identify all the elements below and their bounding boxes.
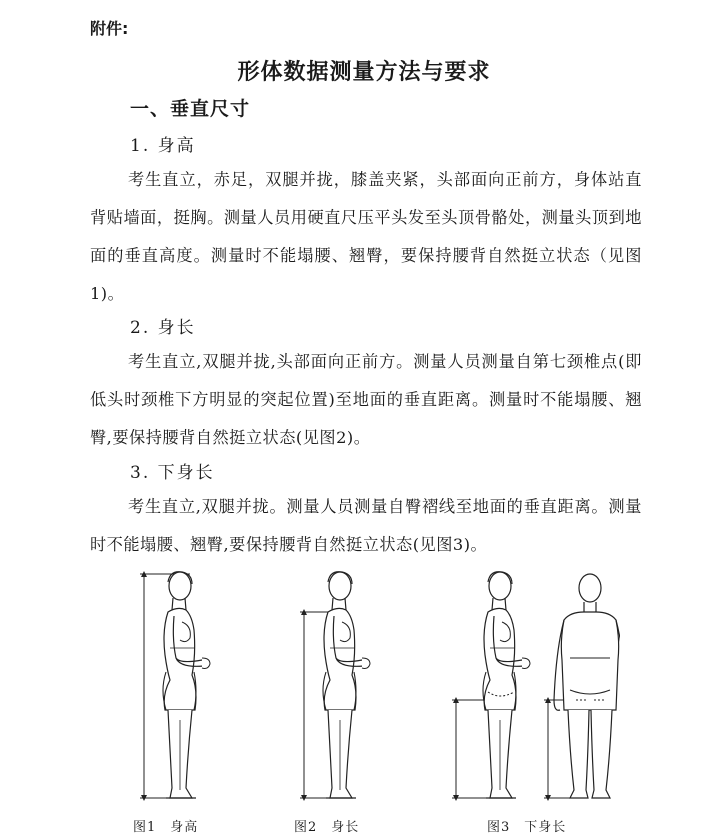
page-title: 形体数据测量方法与要求 xyxy=(237,59,491,85)
item-text-height: 考生直立，赤足，双腿并拢，膝盖夹紧，头部面向正前方，身体站直背贴墙面，挺胸。测量人员用硬直尺压平头发至头顶骨骼处，测量头顶到地面的垂直高度。测量时不能塌腰、翘臀，要保持腰背自然挺立状态（见图1)。 xyxy=(90,170,642,303)
figure-1-height xyxy=(140,572,210,798)
caption-figure-1 xyxy=(133,816,198,835)
caption-figure-1-label: 身高 xyxy=(170,820,199,835)
caption-figure-3-label: 下身长 xyxy=(524,820,567,835)
item-text-body-length: 考生直立,双腿并拢,头部面向正前方。测量人员测量自第七颈椎点(即低头时颈椎下方明显的突起位置)至地面的垂直距离。测量时不能塌腰、翘臀,要保持腰背自然挺立状态(见图2)。 xyxy=(90,352,642,447)
attachment-label: 附件: xyxy=(90,19,129,38)
figure-2-body-length xyxy=(300,572,370,798)
item-heading-lower-body: 3. 下身长 xyxy=(130,463,215,483)
caption-figure-2 xyxy=(294,816,359,835)
caption-figure-2-number: 图2 xyxy=(294,820,318,835)
item-heading-body-length: 2. 身长 xyxy=(130,318,196,338)
figure-3-lower-body-back xyxy=(544,574,620,798)
item-text-lower-body: 考生直立,双腿并拢。测量人员测量自臀褶线至地面的垂直距离。测量时不能塌腰、翘臀,要保持腰背自然挺立状态(见图3)。 xyxy=(90,497,642,554)
caption-figure-3 xyxy=(487,816,566,835)
measurement-figures xyxy=(110,560,620,810)
caption-figure-1-number: 图1 xyxy=(133,820,157,835)
caption-figure-2-label: 身长 xyxy=(331,820,360,835)
caption-figure-3-number: 图3 xyxy=(487,820,511,835)
figure-3-lower-body-side xyxy=(452,572,530,798)
item-heading-height: 1. 身高 xyxy=(130,136,196,156)
section-heading-vertical: 一、垂直尺寸 xyxy=(130,98,251,120)
